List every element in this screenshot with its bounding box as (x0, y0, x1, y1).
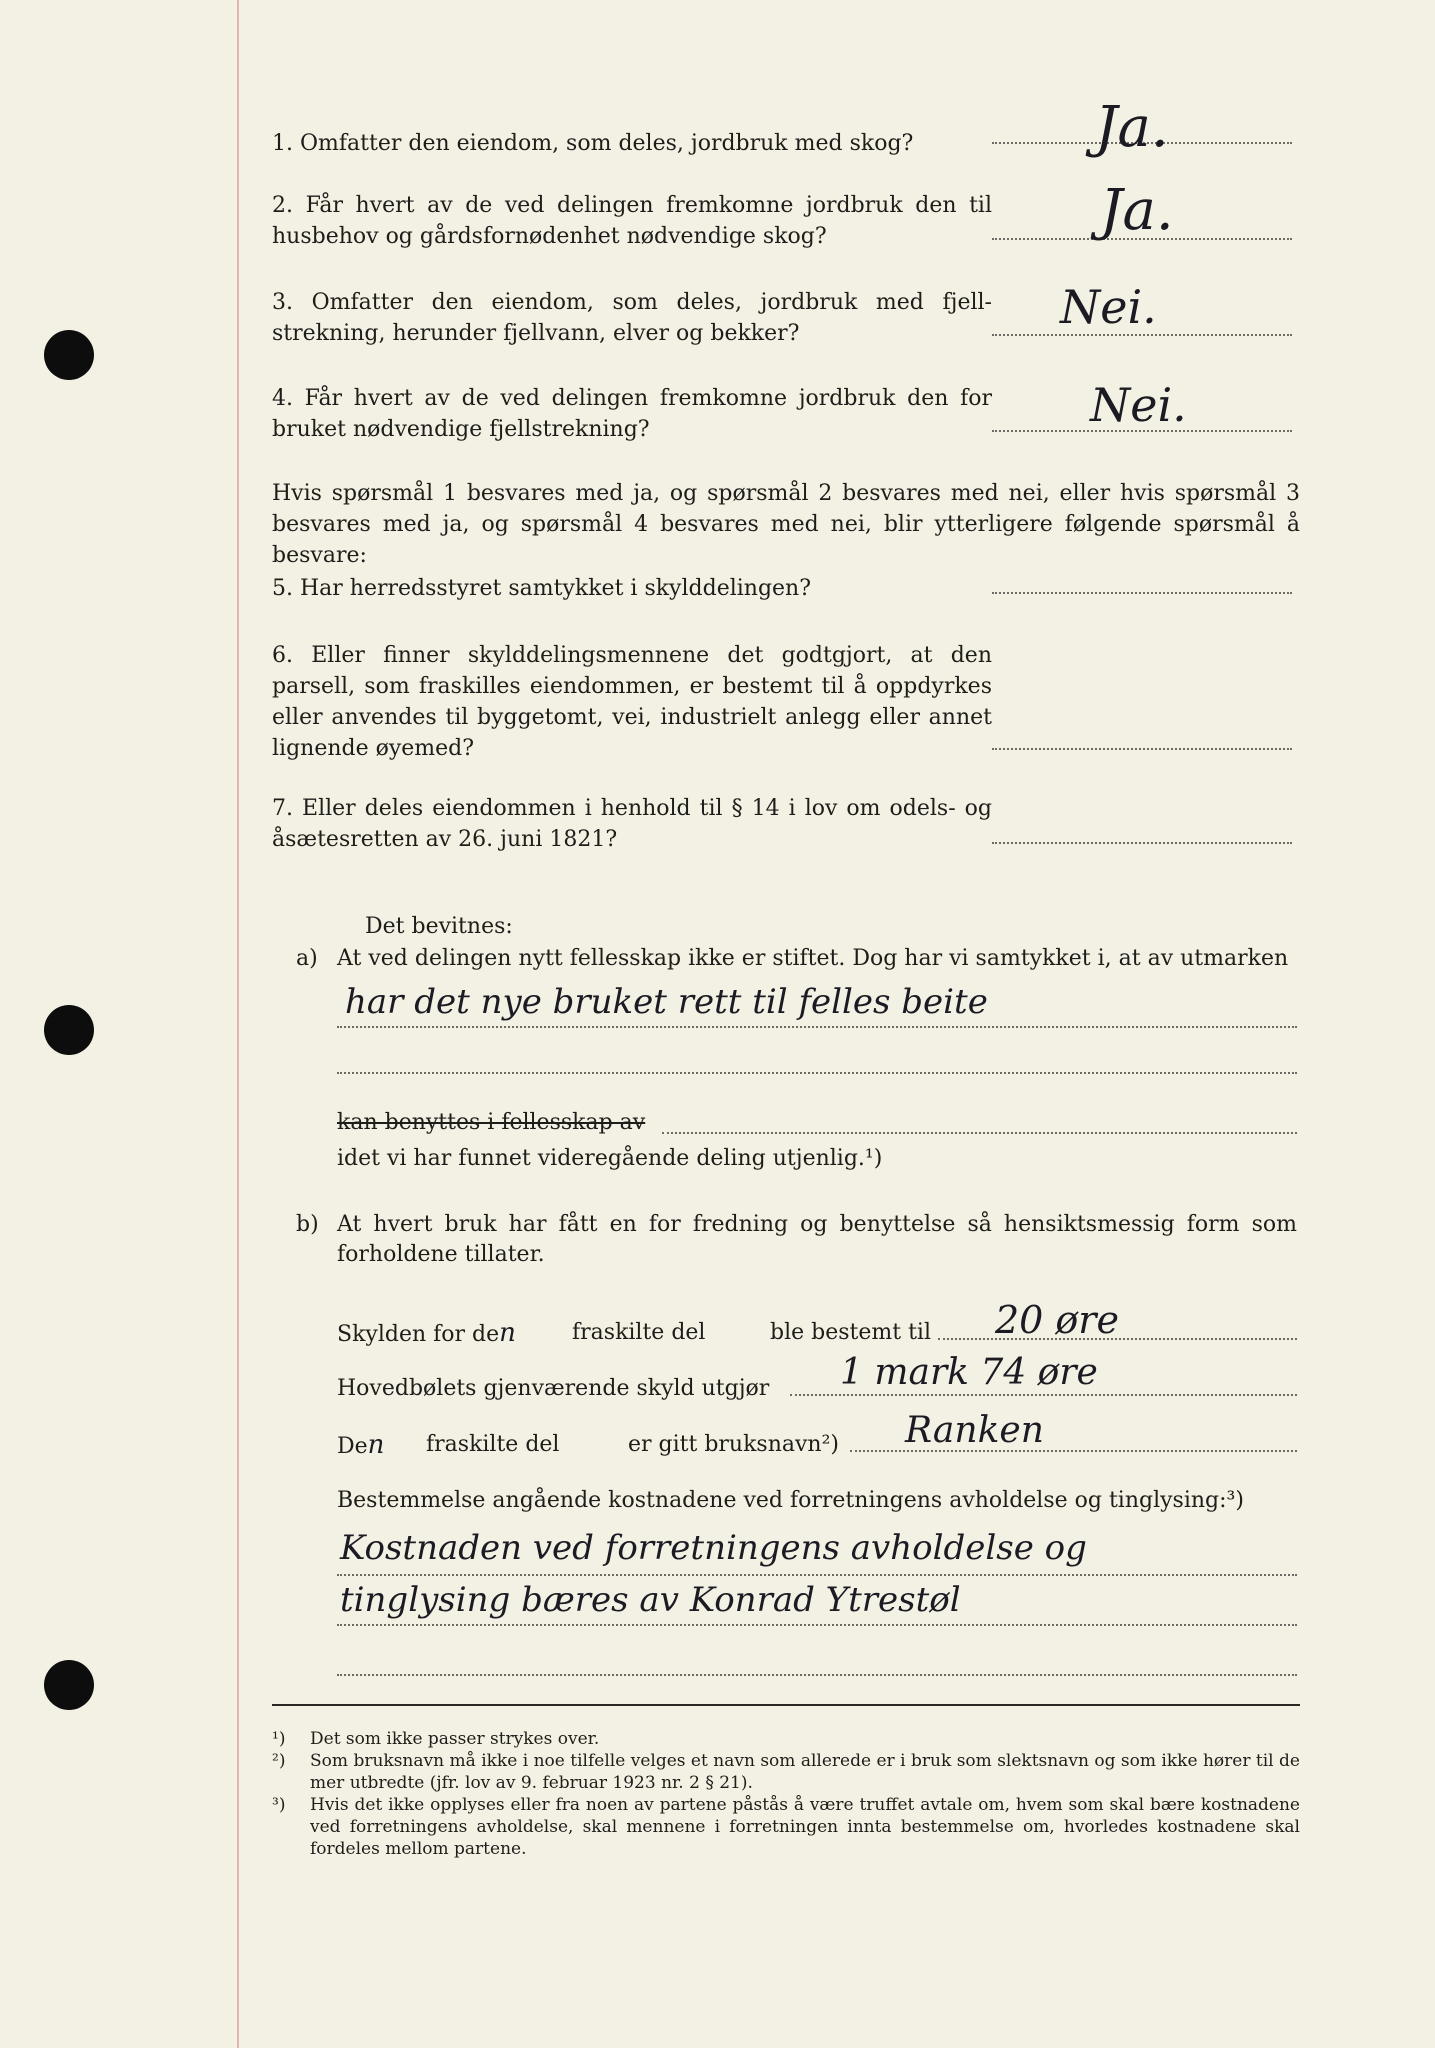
question-1 (272, 128, 992, 159)
answer-line (992, 334, 1292, 336)
footnote-3: ³) Hvis det ikke opplyses eller fra noen av partene påstås å være truffet avtale om, hvem som skal bære kostnadene ved forretningens avholdelse, skal mennene i forretningen innta bestemmelse om, hvorledes kostnadene skal fordeles mellom partene. (272, 1795, 1300, 1859)
question-text: Omfatter den eiendom, som deles, jordbruk med skog? (300, 131, 914, 156)
question-text: Eller deles eiendommen i henhold til § 14 i lov om odels- og åsætesretten av 26. juni 1821? (272, 796, 993, 852)
question-5 (272, 573, 992, 604)
question-number: 1. (272, 131, 293, 156)
attest-b-label: b) (296, 1212, 319, 1237)
skyld-label-c: ble bestemt til (770, 1320, 931, 1345)
question-number: 2. (272, 193, 293, 218)
answer-line (992, 842, 1292, 844)
costs-handwritten-2: tinglysing bæres av Konrad Ytrestøl (340, 1580, 961, 1620)
question-2 (272, 190, 992, 252)
skyld-label-b: fraskilte del (572, 1320, 706, 1345)
answer-4: Nei. (1090, 378, 1187, 432)
question-3 (272, 287, 992, 349)
question-number: 4. (272, 386, 293, 411)
footnote-2: ²) Som bruksnavn må ikke i noe tilfelle velges et navn som allerede er i bruk som slektsnavn og som ikke hører til de mer utbredte (jfr. lov av 9. februar 1923 nr. 2 § 21). (272, 1751, 1300, 1793)
handwritten-n: n (367, 1430, 385, 1460)
costs-handwritten-1: Kostnaden ved forretningens avholdelse og (340, 1528, 1087, 1568)
attest-heading: Det bevitnes: (365, 914, 513, 939)
skyld-value: 20 øre (995, 1298, 1119, 1342)
footnotes (272, 1728, 1300, 1860)
attest-b-text: At hvert bruk har fått en for fredning og benyttelse så hensiktsmessig form som forholdene tillater. (337, 1212, 1297, 1267)
question-6 (272, 640, 992, 764)
question-number: 7. (272, 796, 293, 821)
fill-line (337, 1072, 1297, 1074)
answer-1: Ja. (1095, 95, 1169, 160)
punch-hole (44, 1005, 94, 1055)
bruksnavn-label-b: fraskilte del (426, 1432, 560, 1457)
question-number: 5. (272, 576, 293, 601)
struck-text: kan benyttes i fellesskap av (337, 1110, 646, 1135)
question-4 (272, 383, 992, 445)
handwritten-utmark: har det nye bruket rett til felles beite (345, 982, 988, 1022)
fill-line (337, 1574, 1297, 1576)
fill-line (337, 1674, 1297, 1676)
question-text: Eller finner skylddelingsmennene det godtgjort, at den parsell, som fraskilles eiendommen, er bestemt til å oppdyrkes eller anvendes til byggetomt, vei, industrielt anlegg eller annet lignende øyemed? (272, 643, 992, 761)
answer-3: Nei. (1060, 280, 1157, 334)
punch-hole (44, 330, 94, 380)
answer-2: Ja. (1100, 178, 1174, 243)
answer-line (992, 592, 1292, 594)
margin-line (237, 0, 239, 2048)
skyld-label-a: Skylden for den (337, 1318, 516, 1348)
bruksnavn-value: Ranken (905, 1410, 1044, 1451)
bruksnavn-label-a: Den (337, 1430, 385, 1460)
hovedbol-value: 1 mark 74 øre (840, 1352, 1098, 1393)
fill-line (790, 1394, 1297, 1396)
footnote-1: ¹) Det som ikke passer strykes over. (272, 1729, 600, 1749)
fill-line (337, 1624, 1297, 1626)
attest-a-end: idet vi har funnet videregående deling utjenlig.¹) (337, 1146, 883, 1171)
fill-line (337, 1026, 1297, 1028)
attest-a-label: a) (296, 946, 318, 971)
question-number: 6. (272, 643, 293, 668)
bruksnavn-label-c: er gitt bruksnavn²) (628, 1432, 839, 1457)
question-text: Får hvert av de ved delingen fremkomne jordbruk den til husbehov og gårdsfornødenhet nødvendige skog? (272, 193, 992, 249)
fill-line (662, 1132, 1297, 1134)
attest-a-text: At ved delingen nytt fellesskap ikke er stiftet. Dog har vi samtykket i, at av utmarken (337, 946, 1289, 971)
question-text: Får hvert av de ved delingen fremkomne jordbruk den for bruket nødvendige fjellstrekning? (272, 386, 992, 442)
question-text: Har herredsstyret samtykket i skylddelingen? (300, 576, 812, 601)
question-text: Omfatter den eiendom, som deles, jordbruk med fjell- strekning, herunder fjellvann, elver og bekker? (272, 290, 992, 346)
condition-paragraph: Hvis spørsmål 1 besvares med ja, og spørsmål 2 besvares med nei, eller hvis spørsmål 3 besvares med ja, og spørsmål 4 besvares med nei, blir ytterligere følgende spørsmål å besvare: (272, 481, 1300, 568)
question-7 (272, 793, 992, 855)
handwritten-n: n (499, 1318, 516, 1348)
question-number: 3. (272, 290, 293, 315)
punch-hole (44, 1660, 94, 1710)
footnote-rule (272, 1704, 1300, 1706)
hovedbol-label: Hovedbølets gjenværende skyld utgjør (337, 1376, 770, 1401)
costs-label: Bestemmelse angående kostnadene ved forretningens avholdelse og tinglysing:³) (337, 1488, 1244, 1513)
answer-line (992, 748, 1292, 750)
